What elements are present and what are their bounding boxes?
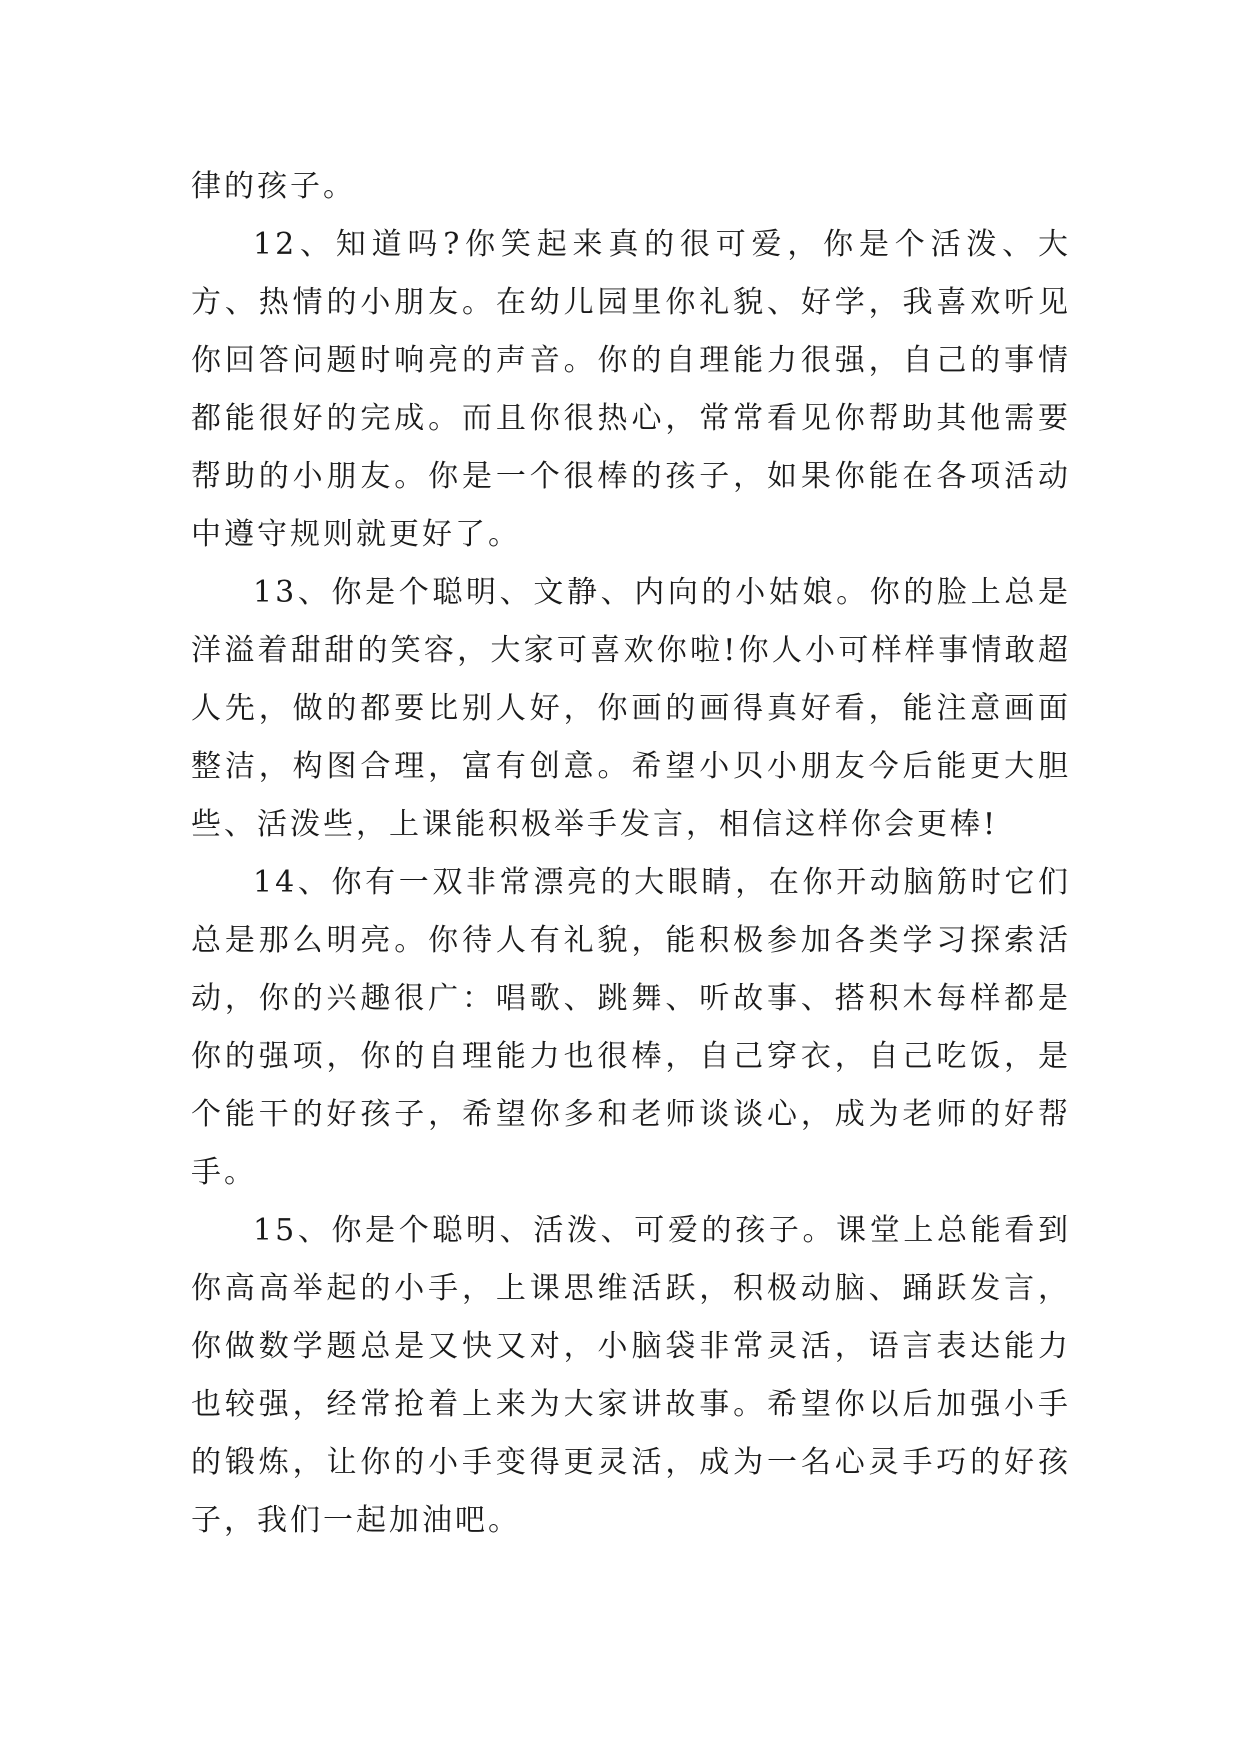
paragraph-15: 15、你是个聪明、活泼、可爱的孩子。课堂上总能看到你高高举起的小手，上课思维活跃，积极动脑、踊跃发言，你做数学题总是又快又对，小脑袋非常灵活，语言表达能力也较强，经常抢着上来为大家讲故事。希望你以后加强小手的锻炼，让你的小手变得更灵活，成为一名心灵手巧的好孩子，我们一起加油吧。 <box>191 1213 1071 1538</box>
paragraph-14: 14、你有一双非常漂亮的大眼睛，在你开动脑筋时它们总是那么明亮。你待人有礼貌，能积极参加各类学习探索活动，你的兴趣很广：唱歌、跳舞、听故事、搭积木每样都是你的强项，你的自理能力也很棒，自己穿衣，自己吃饭，是个能干的好孩子，希望你多和老师谈谈心，成为老师的好帮手。 <box>191 865 1071 1190</box>
paragraph-continuation: 律的孩子。 <box>191 169 356 204</box>
paragraph-12: 12、知道吗?你笑起来真的很可爱，你是个活泼、大方、热情的小朋友。在幼儿园里你礼貌、好学，我喜欢听见你回答问题时响亮的声音。你的自理能力很强，自己的事情都能很好的完成。而且你很热心，常常看见你帮助其他需要帮助的小朋友。你是一个很棒的孩子，如果你能在各项活动中遵守规则就更好了。 <box>191 227 1071 552</box>
document-body <box>191 158 1071 1550</box>
paragraph-13: 13、你是个聪明、文静、内向的小姑娘。你的脸上总是洋溢着甜甜的笑容，大家可喜欢你啦!你人小可样样事情敢超人先，做的都要比别人好，你画的画得真好看，能注意画面整洁，构图合理，富有创意。希望小贝小朋友今后能更大胆些、活泼些，上课能积极举手发言，相信这样你会更棒! <box>191 575 1071 842</box>
